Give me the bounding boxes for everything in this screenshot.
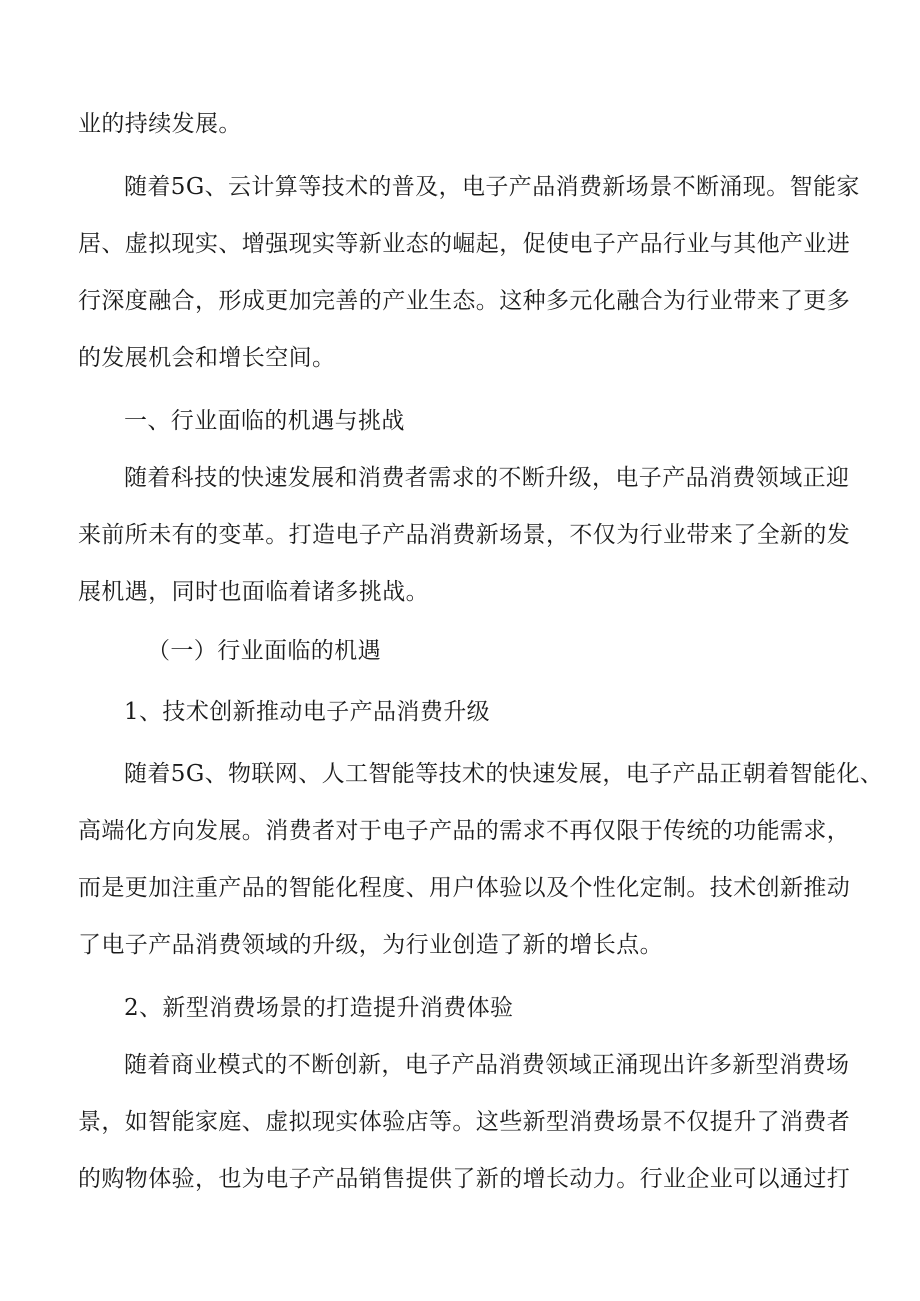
paragraph-line: 业的持续发展。 [78, 111, 242, 137]
paragraph-line: 随着科技的快速发展和消费者需求的不断升级，电子产品消费领域正迎 [124, 465, 850, 491]
paragraph-line: 随着5G、云计算等技术的普及，电子产品消费新场景不断涌现。智能家 [124, 174, 860, 200]
item-heading: 1、技术创新推动电子产品消费升级 [124, 699, 491, 725]
paragraph-line: 而是更加注重产品的智能化程度、用户体验以及个性化定制。技术创新推动 [78, 875, 851, 901]
section-heading: 一、行业面临的机遇与挑战 [124, 408, 405, 434]
item-heading: 2、新型消费场景的打造提升消费体验 [124, 995, 514, 1021]
subsection-heading: （一）行业面临的机遇 [147, 638, 381, 664]
paragraph-line: 行深度融合，形成更加完善的产业生态。这种多元化融合为行业带来了更多 [78, 288, 851, 314]
paragraph-line: 展机遇，同时也面临着诸多挑战。 [78, 579, 429, 605]
paragraph-line: 随着5G、物联网、人工智能等技术的快速发展，电子产品正朝着智能化、 [124, 761, 884, 787]
paragraph-line: 随着商业模式的不断创新，电子产品消费领域正涌现出许多新型消费场 [124, 1052, 850, 1078]
paragraph-line: 了电子产品消费领域的升级，为行业创造了新的增长点。 [78, 932, 663, 958]
paragraph-line: 景，如智能家庭、虚拟现实体验店等。这些新型消费场景不仅提升了消费者 [78, 1109, 851, 1135]
paragraph-line: 的发展机会和增长空间。 [78, 345, 336, 371]
paragraph-line: 来前所未有的变革。打造电子产品消费新场景，不仅为行业带来了全新的发 [78, 522, 851, 548]
paragraph-line: 居、虚拟现实、增强现实等新业态的崛起，促使电子产品行业与其他产业进 [78, 231, 851, 257]
paragraph-line: 的购物体验，也为电子产品销售提供了新的增长动力。行业企业可以通过打 [78, 1166, 851, 1192]
paragraph-line: 高端化方向发展。消费者对于电子产品的需求不再仅限于传统的功能需求， [78, 818, 851, 844]
